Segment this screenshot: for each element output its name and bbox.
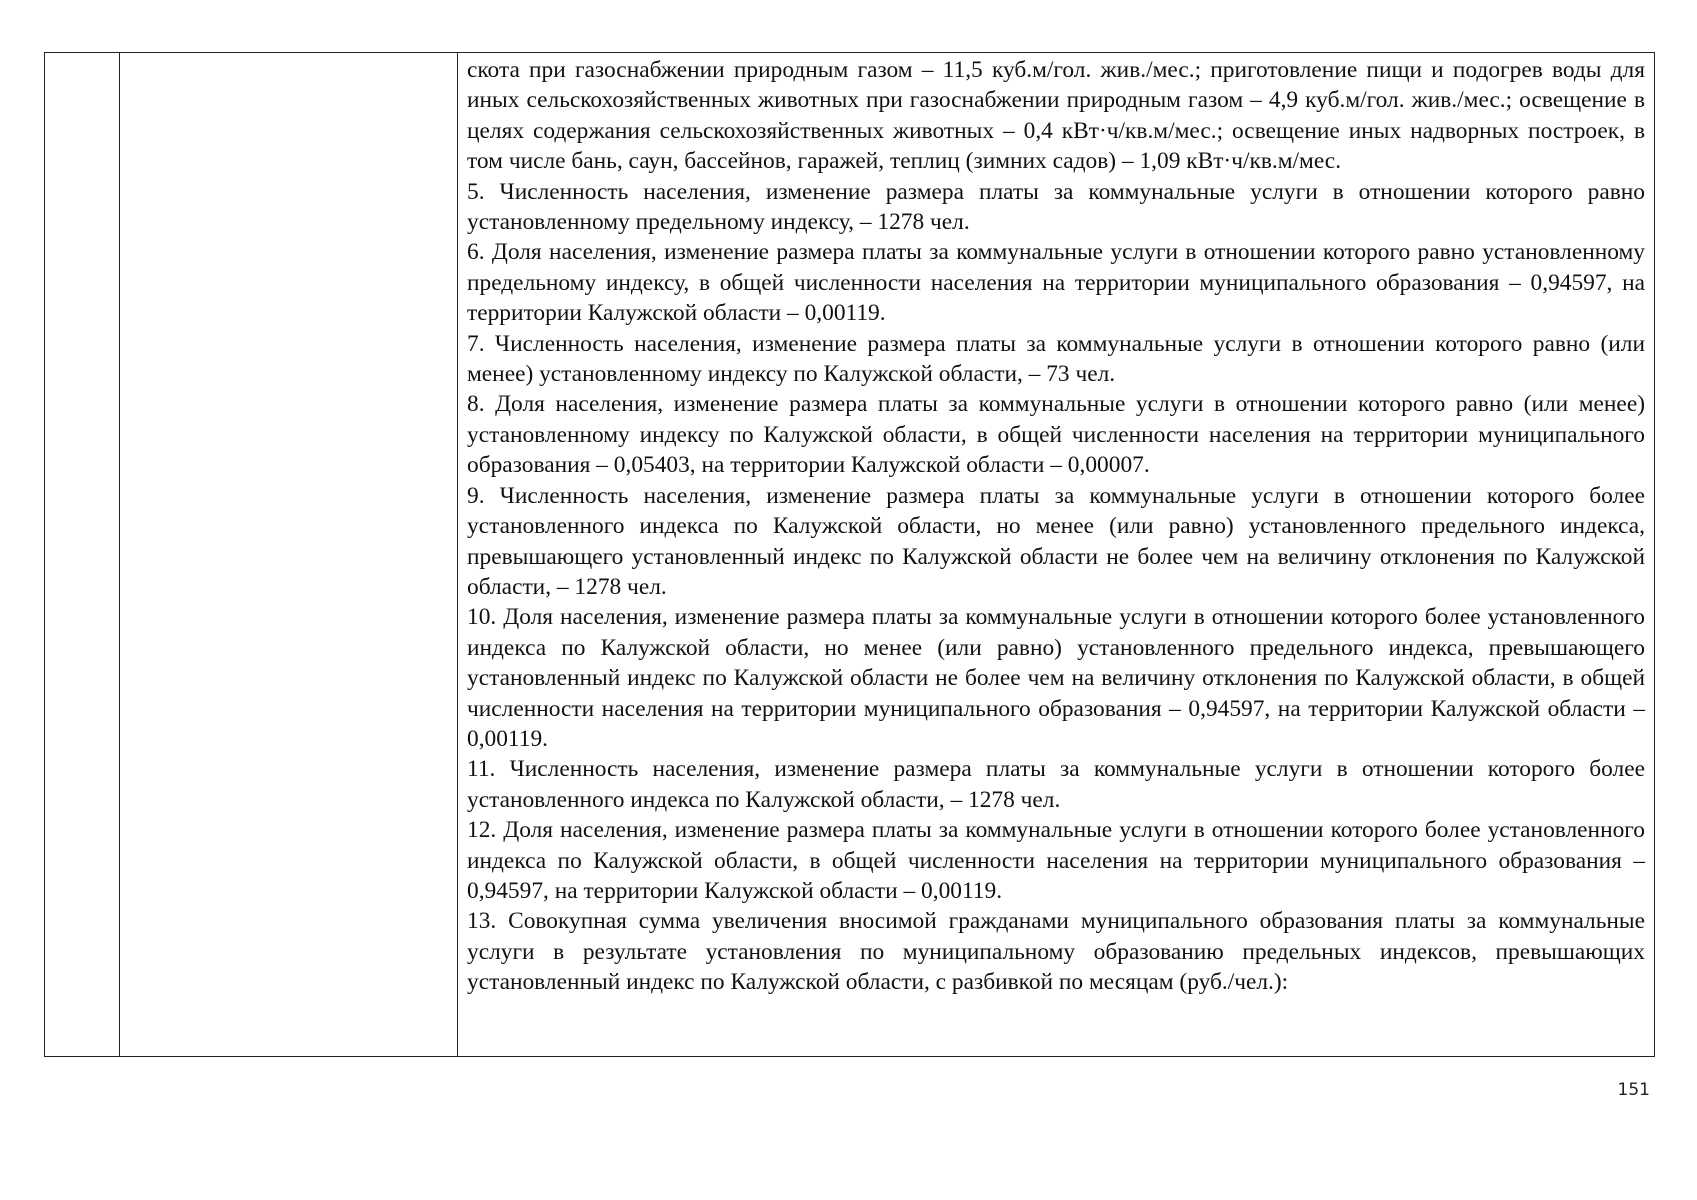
- item-5-paragraph: 5. Численность населения, изменение размера платы за коммунальные услуги в отношении которого равно установленному предельному индексу, – 1278 чел.: [467, 178, 1645, 236]
- item-11-paragraph: 11. Численность населения, изменение размера платы за коммунальные услуги в отношении которого более установленного индекса по Калужской области, – 1278 чел.: [467, 756, 1645, 813]
- item-7-paragraph: 7. Численность населения, изменение размера платы за коммунальные услуги в отношении которого равно (или менее) установленному индексу по Калужской области, – 73 чел.: [467, 330, 1645, 388]
- item-6-paragraph: 6. Доля населения, изменение размера платы за коммунальные услуги в отношении которого равно установленному предельному индексу, в общей численности населения на территории муниципального образования – 0,94597, на территории Калужской области – 0,00119.: [467, 239, 1645, 327]
- item-13-paragraph: 13. Совокупная сумма увеличения вносимой гражданами муниципального образования платы за коммунальные услуги в результате установления по муниципальному образованию предельных индексов, превышающих установленный индекс по Калужской области, с разбивкой по месяцам (руб./чел.):: [467, 908, 1645, 996]
- item-9-paragraph: 9. Численность населения, изменение размера платы за коммунальные услуги в отношении которого более установленного индекса по Калужской области, но менее (или равно) установленного предельного индекса, превышающего установленный индекс по Калужской области не более чем на величину отклонения по Калужской области, – 1278 чел.: [467, 482, 1645, 600]
- item-8-paragraph: 8. Доля населения, изменение размера платы за коммунальные услуги в отношении которого равно (или менее) установленному индексу по Калужской области, в общей численности населения на территории муниципального образования – 0,05403, на территории Калужской области – 0,00007.: [467, 391, 1645, 479]
- page-number: 151: [1617, 1080, 1650, 1100]
- item-12-paragraph: 12. Доля населения, изменение размера платы за коммунальные услуги в отношении которого более установленного индекса по Калужской области, в общей численности населения на территории муниципального образования – 0,94597, на территории Калужской области – 0,00119.: [467, 817, 1645, 904]
- content-column-cell: [458, 53, 1655, 1057]
- table-row: [45, 53, 1655, 1057]
- name-column-cell: [120, 53, 458, 1057]
- item-10-paragraph: 10. Доля населения, изменение размера платы за коммунальные услуги в отношении которого более установленного индекса по Калужской области, но менее (или равно) установленного предельного индекса, превышающего установленный индекс по Калужской области не более чем на величину отклонения по Калужской области, в общей численности населения на территории муниципального образования – 0,94597, на территории Калужской области – 0,00119.: [467, 604, 1645, 752]
- document-table: [44, 52, 1655, 1057]
- intro-paragraph: скота при газоснабжении природным газом – 11,5 куб.м/гол. жив./мес.; приготовление пищи и подогрев воды для иных сельскохозяйственных животных при газоснабжении природным газом – 4,9 куб.м/гол. жив./мес.; освещение в целях содержания сельскохозяйственных животных – 0,4 кВт·ч/кв.м/мес.; освещение иных надворных построек, в том числе бань, саун, бассейнов, гаражей, теплиц (зимних садов) – 1,09 кВт·ч/кв.м/мес.: [467, 57, 1645, 175]
- number-column-cell: [45, 53, 120, 1057]
